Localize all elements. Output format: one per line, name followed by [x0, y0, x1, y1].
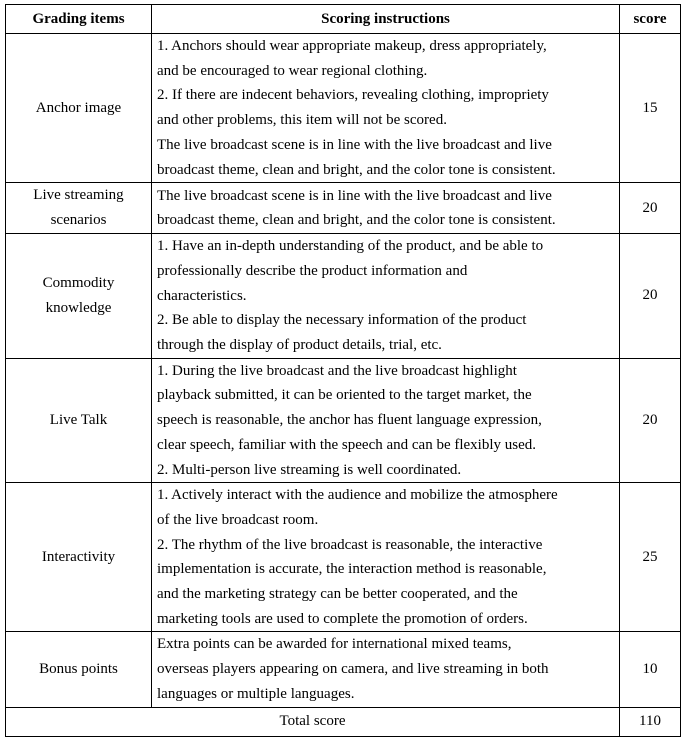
instruction-line: marketing tools are used to complete the promotion of orders. [157, 610, 528, 627]
total-label: Total score [6, 707, 620, 736]
instruction-line: The live broadcast scene is in line with the live broadcast and live [157, 187, 552, 204]
table-row [6, 483, 681, 632]
grading-item-cell [6, 34, 152, 183]
instruction-line: languages or multiple languages. [157, 685, 355, 702]
total-score: 110 [620, 707, 681, 736]
scoring-instructions-cell [152, 632, 620, 707]
grading-item-text: Live Talk [49, 411, 108, 428]
score-cell: 10 [620, 632, 681, 707]
total-row [6, 707, 681, 736]
instruction-line: and the marketing strategy can be better cooperated, and the [157, 586, 518, 603]
grading-item-text: Commodity [42, 274, 115, 291]
instruction-line: clear speech, familiar with the speech and can be flexibly used. [157, 436, 537, 453]
grading-item-text: Bonus points [39, 661, 118, 678]
header-score: score [620, 5, 681, 34]
grading-item-cell [6, 234, 152, 359]
grading-item-text: knowledge [45, 299, 112, 316]
table-body [6, 34, 681, 708]
score-cell: 25 [620, 483, 681, 632]
instruction-line: 1. Have an in-depth understanding of the product, and be able to [157, 238, 544, 255]
instruction-line: 1. During the live broadcast and the live broadcast highlight [157, 362, 517, 379]
grading-item-text: Live streaming [33, 187, 124, 204]
instruction-line: 2. Multi-person live streaming is well coordinated. [157, 461, 462, 478]
header-row [6, 5, 681, 34]
instruction-line: 2. The rhythm of the live broadcast is reasonable, the interactive [157, 536, 543, 553]
instruction-line: through the display of product details, trial, etc. [157, 337, 442, 354]
instruction-line: broadcast theme, clean and bright, and the color tone is consistent. [157, 212, 556, 229]
instruction-line: characteristics. [157, 287, 247, 304]
instruction-line: 1. Anchors should wear appropriate makeup, dress appropriately, [157, 38, 547, 54]
scoring-instructions-cell [152, 483, 620, 632]
scoring-instructions-cell [152, 358, 620, 483]
instruction-line: overseas players appearing on camera, and live streaming in both [157, 661, 549, 678]
score-cell: 20 [620, 183, 681, 234]
instruction-line: professionally describe the product information and [157, 262, 468, 279]
instruction-line: Extra points can be awarded for international mixed teams, [157, 636, 512, 653]
instruction-line: 2. If there are indecent behaviors, revealing clothing, impropriety [157, 87, 549, 104]
scoring-instructions-cell [152, 183, 620, 234]
instruction-line: 1. Actively interact with the audience and mobilize the atmosphere [157, 487, 558, 504]
table-row [6, 183, 681, 234]
score-cell: 20 [620, 234, 681, 359]
grading-item-text: scenarios [50, 212, 107, 229]
instruction-line: and be encouraged to wear regional clothing. [157, 62, 428, 79]
table-row [6, 632, 681, 707]
grading-item-cell [6, 358, 152, 483]
instruction-line: of the live broadcast room. [157, 511, 319, 528]
table-row [6, 358, 681, 483]
header-grading-items: Grading items [6, 5, 152, 34]
score-cell: 15 [620, 34, 681, 183]
instruction-line: The live broadcast scene is in line with the live broadcast and live [157, 136, 552, 153]
grading-item-cell [6, 483, 152, 632]
grading-table [5, 4, 681, 737]
grading-item-text: Interactivity [41, 548, 116, 565]
scoring-instructions-cell [152, 234, 620, 359]
instruction-line: playback submitted, it can be oriented to the target market, the [157, 387, 532, 404]
instruction-line: broadcast theme, clean and bright, and the color tone is consistent. [157, 161, 556, 178]
grading-item-text: Anchor image [35, 99, 122, 116]
instruction-line: and other problems, this item will not be scored. [157, 112, 447, 129]
scoring-instructions-cell [152, 34, 620, 183]
instruction-line: speech is reasonable, the anchor has fluent language expression, [157, 412, 542, 429]
header-scoring-instructions: Scoring instructions [152, 5, 620, 34]
instruction-line: 2. Be able to display the necessary information of the product [157, 312, 527, 329]
table-row [6, 234, 681, 359]
score-cell: 20 [620, 358, 681, 483]
grading-item-cell [6, 183, 152, 234]
grading-item-cell [6, 632, 152, 707]
table-row [6, 34, 681, 183]
instruction-line: implementation is accurate, the interaction method is reasonable, [157, 561, 547, 578]
